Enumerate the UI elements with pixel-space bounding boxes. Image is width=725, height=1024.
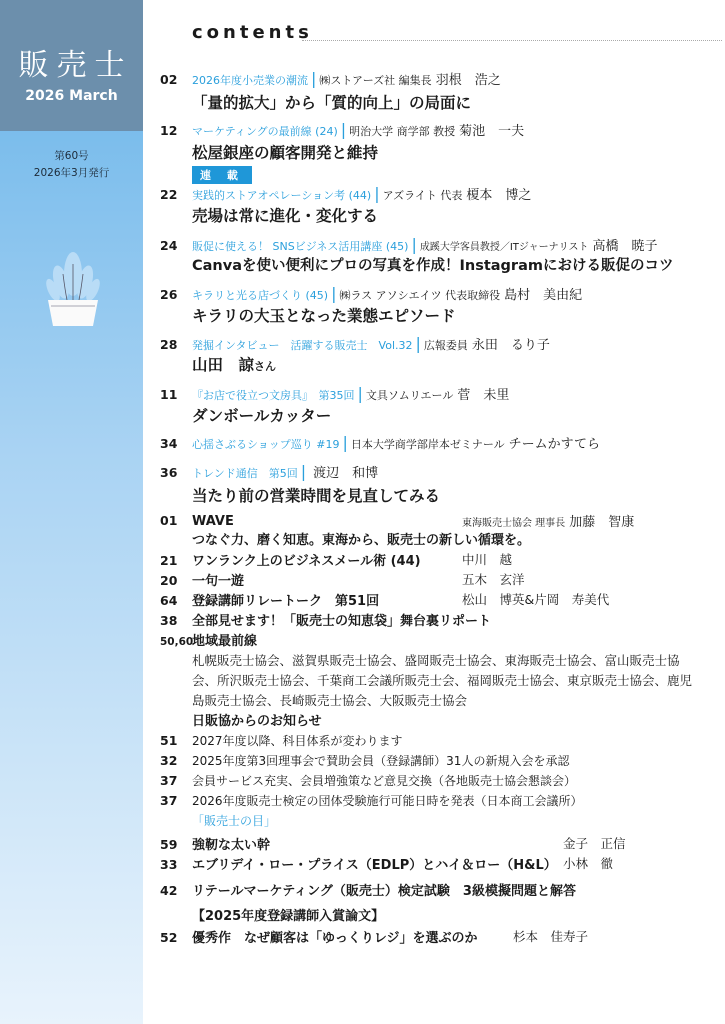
author: 榎本 博之: [466, 188, 532, 203]
toc-entry[interactable]: 36 トレンド通信 第5回 | 渡辺 和博: [160, 462, 379, 481]
article-title[interactable]: ダンボールカッター: [192, 407, 332, 425]
page-number: 42: [160, 883, 178, 898]
toc-entry[interactable]: [160, 590, 379, 609]
page-number: 28: [160, 337, 178, 352]
toc-entry[interactable]: [160, 927, 478, 946]
region-list: 札幌販売士協会、滋賀県販売士協会、盛岡販売士協会、東海販売士協会、富山販売士協会、所沢販売士協会、千葉商工会議所販売士会、福岡販売士協会、東京販売士協会、鹿児島販売士協会、長崎販売士協会、大阪販売士協会: [192, 653, 693, 708]
page-number: 34: [160, 436, 178, 451]
author: 高橋 暁子: [592, 239, 658, 254]
article-title: 全部見せます！「販売士の知恵袋」舞台裏リポート: [192, 614, 492, 629]
affiliation: 日本大学商学部岸本ゼミナール: [350, 438, 505, 451]
wave-label: WAVE: [192, 514, 234, 529]
affiliation: 広報委員: [423, 339, 468, 352]
author: 永田 るり子: [471, 338, 550, 353]
page-number: 50,60: [160, 636, 194, 648]
toc-entry[interactable]: 22 実践的ストアオペレーション考 (44) | アズライト 代表 榎本 博之: [160, 184, 532, 203]
article-title: 地域最前線: [192, 634, 258, 649]
toc-entry[interactable]: [160, 610, 491, 629]
article-title[interactable]: 「量的拡大」から「質的向上」の局面に: [192, 94, 472, 112]
issue-date: 2026年3月発行: [33, 167, 110, 179]
author: 菅 未里: [457, 388, 510, 403]
page-number: 32: [160, 753, 178, 768]
series: 『お店で役立つ文房具』 第35回: [192, 389, 355, 402]
page-number: 26: [160, 287, 178, 302]
page-number: 21: [160, 553, 178, 568]
toc-entry[interactable]: [160, 630, 257, 649]
toc-entry[interactable]: 34 心揺さぶるショップ巡り #19 | 日本大学商学部岸本ゼミナール チームかすてら: [160, 433, 601, 452]
article-title[interactable]: 当たり前の営業時間を見直してみる: [192, 487, 441, 505]
toc-entry[interactable]: 11 『お店で役立つ文房具』 第35回 | 文具ソムリエール 菅 未里: [160, 384, 510, 403]
article-title: リテールマーケティング（販売士）検定試験 3級模擬問題と解答: [192, 884, 576, 899]
article-title: 会員サービス充実、会員増強策など意見交換（各地販売士協会懇談会）: [192, 774, 577, 788]
author: 菊池 一夫: [459, 124, 525, 139]
toc-entry[interactable]: 26 キラリと光る店づくり (45) | ㈱ラス アソシエイツ 代表取締役 島村 美由紀: [160, 284, 583, 303]
affiliation: 成蹊大学客員教授／ITジャーナリスト: [419, 242, 589, 253]
affiliation: アズライト 代表: [382, 189, 463, 202]
article-title: 2027年度以降、科目体系が変わります: [192, 734, 403, 748]
page-number: 22: [160, 187, 178, 202]
page-number: 64: [160, 593, 178, 608]
eye-heading: 「販売士の目」: [192, 814, 277, 828]
interviewee: 山田 諒: [192, 356, 255, 374]
page-number: 52: [160, 930, 178, 945]
article-title: 登録講師リレートーク 第51回: [192, 594, 380, 609]
page-number: 51: [160, 733, 178, 748]
toc-entry[interactable]: 02 2026年度小売業の潮流 | ㈱ストアーズ社 編集長 羽根 浩之: [160, 69, 501, 88]
page-number: 36: [160, 465, 178, 480]
series: 実践的ストアオペレーション考 (44): [192, 189, 372, 202]
author: 羽根 浩之: [435, 73, 501, 88]
issue-month: 2026 March: [25, 88, 118, 104]
page-title: contents: [192, 22, 313, 43]
series: 2026年度小売業の潮流: [192, 74, 308, 87]
toc-entry[interactable]: [160, 550, 421, 569]
toc-entry[interactable]: [160, 790, 583, 809]
page-number: 37: [160, 793, 178, 808]
issue-number: 第60号: [54, 150, 89, 162]
author: 渡辺 和博: [313, 466, 379, 481]
article-title[interactable]: キラリの大玉となった業態エピソード: [192, 307, 456, 325]
article-title: エブリデイ・ロー・プライス（EDLP）とハイ＆ロー（H&L）: [192, 858, 557, 873]
series: マーケティングの最前線 (24): [192, 125, 338, 138]
potted-plant-icon: [45, 252, 101, 328]
toc-entry[interactable]: [160, 770, 576, 789]
page-number: 01: [160, 513, 178, 528]
article-title[interactable]: Canvaを使い便利にプロの写真を作成！Instagramにおける販促のコツ: [192, 258, 674, 274]
affiliation: 東海販売士協会 理事長: [462, 518, 566, 529]
toc-entry[interactable]: [160, 834, 270, 853]
page-number: 11: [160, 387, 178, 402]
toc-entry[interactable]: [160, 570, 244, 589]
author: 中川 越: [462, 552, 513, 567]
author: 小林 徹: [563, 856, 614, 871]
affiliation: ㈱ラス アソシエイツ 代表取締役: [339, 289, 501, 302]
wave-author: [462, 511, 634, 530]
toc-entry[interactable]: [160, 854, 557, 873]
article-title: 2025年度第3回理事会で賛助会員（登録講師）31人の新規入会を承認: [192, 754, 570, 768]
toc-entry[interactable]: [160, 750, 569, 769]
article-title[interactable]: 松屋銀座の顧客開発と維持: [192, 144, 379, 162]
page-number: 12: [160, 123, 178, 138]
author: 杉本 佳寿子: [513, 929, 589, 944]
author: チームかすてら: [508, 437, 601, 452]
masthead: [0, 0, 143, 131]
article-title: 優秀作 なぜ顧客は「ゆっくりレジ」を選ぶのか: [192, 931, 478, 946]
affiliation: 文具ソムリエール: [365, 389, 454, 402]
toc-entry[interactable]: 28 発掘インタビュー 活躍する販売士 Vol.32 | 広報委員 永田 るり子: [160, 334, 550, 353]
notice-heading: 日販協からのお知らせ: [192, 714, 322, 729]
article-title: 一句一遊: [192, 574, 245, 589]
essay-heading: 【2025年度登録講師入賞論文】: [192, 909, 385, 924]
toc-entry[interactable]: [160, 880, 576, 899]
series: キラリと光る店づくり (45): [192, 289, 329, 302]
author: 松山 博英&片岡 寿美代: [462, 592, 610, 607]
author: 加藤 智康: [569, 515, 635, 530]
toc-entry[interactable]: 12 マーケティングの最前線 (24) | 明治大学 商学部 教授 菊池 一夫: [160, 120, 525, 139]
serial-badge: 連 載: [192, 166, 252, 184]
title-divider: [302, 40, 722, 41]
article-title: ワンランク上のビジネスメール術 (44): [192, 554, 421, 569]
toc-entry-wave[interactable]: [160, 510, 234, 529]
series: トレンド通信 第5回: [192, 467, 298, 480]
page-number: 02: [160, 72, 178, 87]
affiliation: ㈱ストアーズ社 編集長: [319, 74, 432, 87]
article-title: 2026年度販売士検定の団体受験施行可能日時を発表（日本商工会議所）: [192, 794, 583, 808]
page-number: 37: [160, 773, 178, 788]
article-title[interactable]: [192, 353, 276, 375]
series: 発掘インタビュー 活躍する販売士 Vol.32: [192, 339, 413, 352]
author: 五木 玄洋: [462, 572, 525, 587]
page-number: 59: [160, 837, 178, 852]
affiliation: 明治大学 商学部 教授: [349, 125, 456, 138]
article-title: 強靭な太い幹: [192, 838, 271, 853]
toc-entry[interactable]: 24 販促に使える！ SNSビジネス活用講座 (45) | 成蹊大学客員教授／ITジャーナリスト 高橋 暁子: [160, 235, 658, 254]
sidebar: [0, 0, 143, 1024]
page-number: 24: [160, 238, 178, 253]
honorific: さん: [254, 360, 277, 373]
page-number: 38: [160, 613, 178, 628]
article-title[interactable]: つなぐ力、磨く知恵。東海から、販売士の新しい循環を。: [192, 533, 531, 548]
toc-entry[interactable]: [160, 730, 403, 749]
article-title[interactable]: 売場は常に進化・変化する: [192, 207, 379, 225]
author: 金子 正信: [563, 836, 626, 851]
page-number: 20: [160, 573, 178, 588]
magazine-title: 販売士: [18, 48, 133, 83]
series: 心揺さぶるショップ巡り #19: [192, 438, 340, 451]
series: 販促に使える！ SNSビジネス活用講座 (45): [192, 240, 409, 253]
author: 島村 美由紀: [504, 288, 583, 303]
issue-info: [0, 148, 143, 182]
page-number: 33: [160, 857, 178, 872]
